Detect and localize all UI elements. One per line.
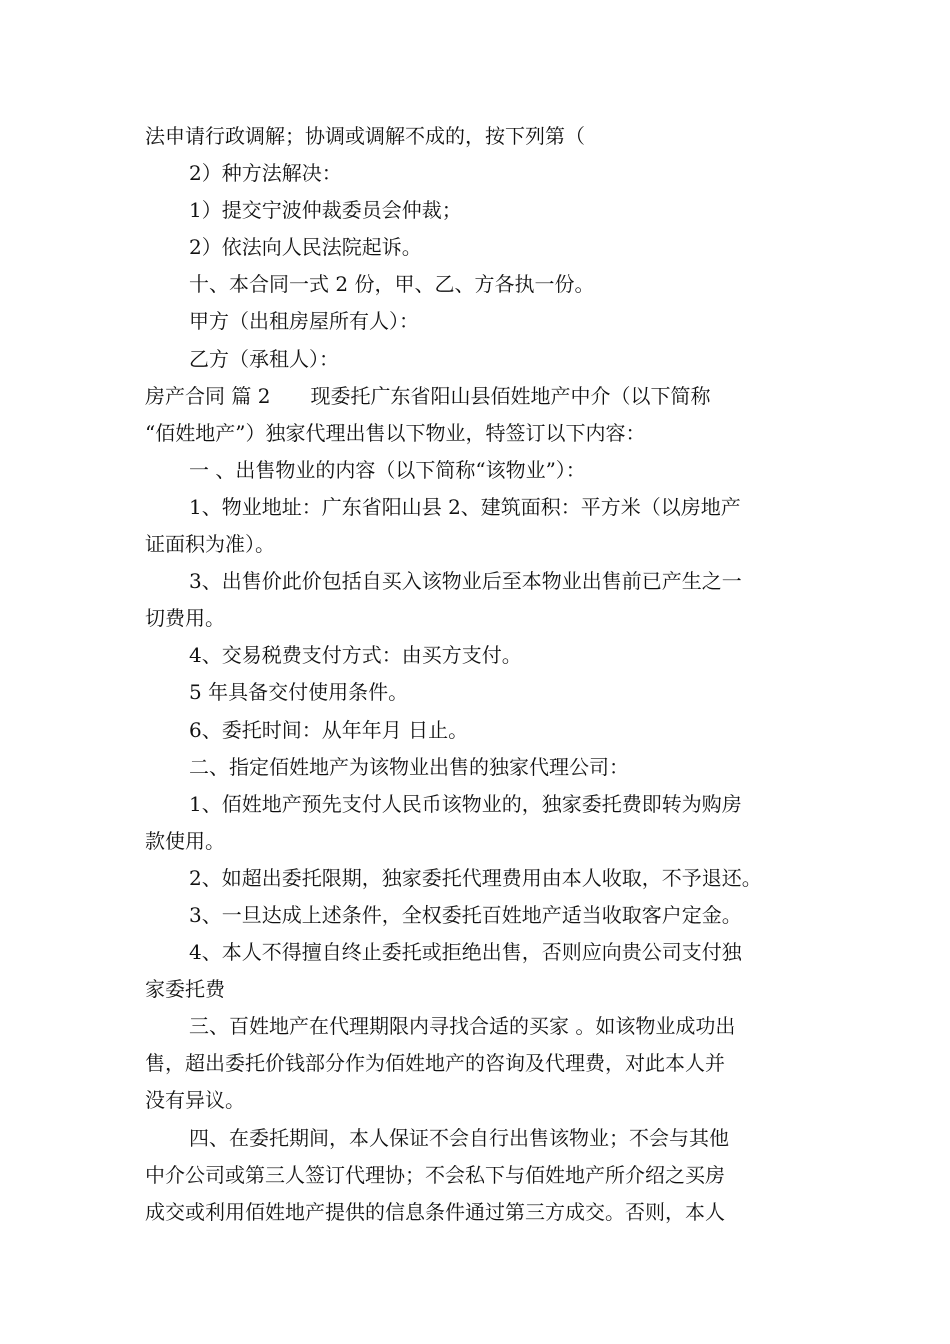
text-line: 三、百姓地产在代理期限内寻找合适的买家 。如该物业成功出 xyxy=(189,1014,736,1039)
text-line: “佰姓地产”）独家代理出售以下物业，特签订以下内容： xyxy=(145,420,646,445)
text-line: 切费用。 xyxy=(145,606,225,631)
text-line: 售，超出委托价钱部分作为佰姓地产的咨询及代理费，对此本人并 xyxy=(145,1051,725,1076)
text-line: 2、如超出委托限期，独家委托代理费用由本人收取，不予退还。 xyxy=(189,865,762,890)
text-line: 2）种方法解决： xyxy=(189,161,342,186)
text-line: 4、交易税费支付方式：由买方支付。 xyxy=(189,643,522,668)
text-line: 甲方（出租房屋所有人）： xyxy=(189,309,419,334)
text-line: 3、出售价此价包括自买入该物业后至本物业出售前已产生之一 xyxy=(189,569,742,594)
text-line: 法申请行政调解；协调或调解不成的，按下列第（ xyxy=(145,124,585,148)
text-line: 乙方（承租人）： xyxy=(189,346,339,371)
text-line: 二、指定佰姓地产为该物业出售的独家代理公司： xyxy=(189,754,629,779)
text-line: 款使用。 xyxy=(145,828,225,853)
text-line: 5 年具备交付使用条件。 xyxy=(189,680,409,705)
text-line: 中介公司或第三人签订代理协；不会私下与佰姓地产所介绍之买房 xyxy=(145,1162,725,1187)
text-line: 没有异议。 xyxy=(145,1088,245,1113)
text-line: 2）依法向人民法院起诉。 xyxy=(189,235,422,260)
text-line: 十、本合同一式 2 份，甲、乙、方各执一份。 xyxy=(189,272,595,297)
text-line: 成交或利用佰姓地产提供的信息条件通过第三方成交。否则，本人 xyxy=(145,1199,725,1224)
text-line: 6、委托时间：从年年月 日止。 xyxy=(189,717,469,742)
text-line: 4、本人不得擅自终止委托或拒绝出售，否则应向贵公司支付独 xyxy=(189,940,742,965)
document-body xyxy=(145,118,825,1231)
text-line: 四、在委托期间，本人保证不会自行出售该物业；不会与其他 xyxy=(189,1125,729,1150)
text-line: 家委托费 xyxy=(145,977,225,1002)
text-line: 3、一旦达成上述条件，全权委托百姓地产适当收取客户定金。 xyxy=(189,902,742,927)
text-line: 1、物业地址：广东省阳山县 2、建筑面积：平方米（以房地产 xyxy=(189,494,741,519)
text-line: 1）提交宁波仲裁委员会仲裁； xyxy=(189,198,462,223)
text-line: 房产合同 篇 2 现委托广东省阳山县佰姓地产中介（以下简称 xyxy=(145,383,711,408)
text-line: 1、佰姓地产预先支付人民币该物业的，独家委托费即转为购房 xyxy=(189,791,742,816)
text-line: 一 、出售物业的内容（以下简称“该物业”）： xyxy=(189,457,586,482)
text-line: 证面积为准）。 xyxy=(145,532,275,557)
